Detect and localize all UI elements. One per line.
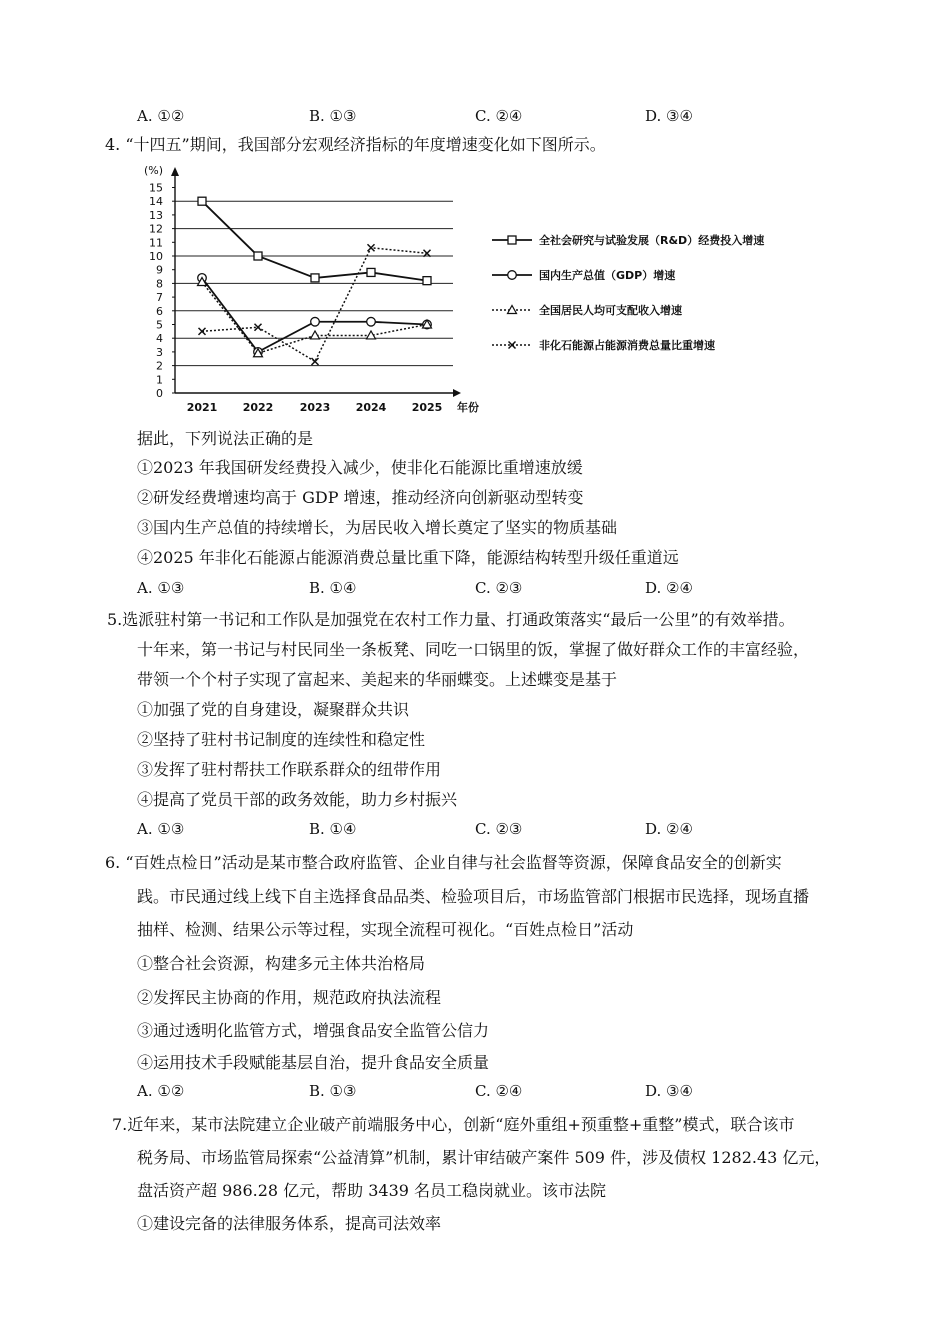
q6-item-2: ②发挥民主协商的作用，规范政府执法流程 bbox=[137, 988, 442, 1007]
q5-item-3: ③发挥了驻村帮扶工作联系群众的纽带作用 bbox=[137, 760, 442, 779]
y-tick-label: 3 bbox=[156, 345, 163, 359]
q7-stem-line-1: 7.近年来，某市法院建立企业破产前端服务中心，创新“庭外重组+预重整+重整”模式，联合该市 bbox=[112, 1115, 795, 1134]
q4-chart bbox=[140, 158, 840, 420]
chart-legend bbox=[492, 233, 764, 352]
q5-option-b[interactable]: B. ①④ bbox=[309, 820, 357, 838]
y-tick-label: 10 bbox=[149, 250, 163, 263]
data-point bbox=[367, 268, 375, 276]
q5-stem-line-1: 5.选派驻村第一书记和工作队是加强党在农村工作力量、打通政策落实“最后一公里”的有效举措。 bbox=[107, 610, 795, 629]
q5-item-2: ②坚持了驻村书记制度的连续性和稳定性 bbox=[137, 730, 426, 749]
series-polyline bbox=[202, 201, 427, 280]
q6-item-4: ④运用技术手段赋能基层自治，提升食品安全质量 bbox=[137, 1053, 490, 1072]
x-tick-label: 2023 bbox=[299, 401, 331, 414]
chart-gridlines bbox=[175, 201, 453, 365]
data-point bbox=[254, 252, 262, 260]
data-point bbox=[368, 244, 375, 251]
q4-option-d[interactable]: D. ②④ bbox=[645, 579, 693, 597]
legend-label: 全国居民人均可支配收入增速 bbox=[539, 304, 682, 317]
q6-option-a[interactable]: A. ①② bbox=[137, 1082, 185, 1100]
x-tick-label: 2024 bbox=[355, 401, 387, 414]
x-tick-label: 2021 bbox=[186, 401, 218, 414]
legend-label: 国内生产总值（GDP）增速 bbox=[539, 269, 676, 282]
y-tick-label: 15 bbox=[149, 181, 163, 195]
series-polyline bbox=[202, 278, 427, 352]
data-point bbox=[508, 271, 517, 280]
q7-item-1: ①建设完备的法律服务体系，提高司法效率 bbox=[137, 1214, 442, 1233]
y-tick-label: 4 bbox=[156, 332, 163, 346]
q6-stem-line-3: 抽样、检测、结果公示等过程，实现全流程可视化。“百姓点检日”活动 bbox=[137, 920, 634, 939]
data-point bbox=[198, 197, 206, 205]
y-tick-label: 5 bbox=[156, 318, 163, 332]
q4-option-c[interactable]: C. ②③ bbox=[475, 579, 523, 597]
q6-option-b[interactable]: B. ①③ bbox=[309, 1082, 357, 1100]
y-tick-label: 13 bbox=[149, 208, 163, 222]
legend-item-2 bbox=[492, 268, 675, 282]
data-point bbox=[199, 328, 206, 335]
y-tick-label: 8 bbox=[156, 277, 163, 291]
y-tick-label: 14 bbox=[149, 195, 163, 209]
q5-item-4: ④提高了党员干部的政务效能，助力乡村振兴 bbox=[137, 790, 458, 809]
q6-item-3: ③通过透明化监管方式，增强食品安全监管公信力 bbox=[137, 1021, 490, 1040]
data-point bbox=[311, 317, 320, 326]
q6-stem-line-2: 践。市民通过线上线下自主选择食品品类、检验项目后，市场监管部门根据市民选择，现场直播 bbox=[137, 887, 810, 906]
y-tick-label: 9 bbox=[156, 263, 163, 277]
q6-stem-line-1: 6. “百姓点检日”活动是某市整合政府监管、企业自律与社会监督等资源，保障食品安全的创新实 bbox=[105, 853, 782, 872]
q4-option-a[interactable]: A. ①③ bbox=[137, 579, 185, 597]
data-point bbox=[312, 358, 319, 365]
data-point bbox=[367, 317, 376, 326]
legend-label: 非化石能源占能源消费总量比重增速 bbox=[539, 339, 715, 352]
x-axis-arrow bbox=[453, 389, 461, 397]
y-tick-label: 6 bbox=[156, 304, 163, 318]
q5-item-1: ①加强了党的自身建设，凝聚群众共识 bbox=[137, 700, 410, 719]
x-tick-label: 2025 bbox=[411, 401, 443, 414]
q5-option-d[interactable]: D. ②④ bbox=[645, 820, 693, 838]
q3-option-a[interactable]: A. ①② bbox=[137, 107, 185, 125]
data-point bbox=[423, 277, 431, 285]
series-line-4 bbox=[199, 244, 431, 365]
y-tick-label: 1 bbox=[156, 373, 163, 387]
series-line-1 bbox=[198, 197, 431, 284]
legend-label: 全社会研究与试验发展（R&D）经费投入增速 bbox=[539, 234, 765, 247]
y-axis-arrow bbox=[171, 167, 179, 176]
q6-option-c[interactable]: C. ②④ bbox=[475, 1082, 523, 1100]
q4-item-1: ①2023 年我国研发经费投入减少，使非化石能源比重增速放缓 bbox=[137, 458, 583, 477]
q4-item-4: ④2025 年非化石能源占能源消费总量比重下降，能源结构转型升级任重道远 bbox=[137, 548, 679, 567]
q3-option-c[interactable]: C. ②④ bbox=[475, 107, 523, 125]
x-axis-label: 年份 bbox=[457, 401, 479, 414]
q4-option-b[interactable]: B. ①④ bbox=[309, 579, 357, 597]
q3-option-b[interactable]: B. ①③ bbox=[309, 107, 357, 125]
q3-option-d[interactable]: D. ③④ bbox=[645, 107, 693, 125]
q4-item-3: ③国内生产总值的持续增长，为居民收入增长奠定了坚实的物质基础 bbox=[137, 518, 618, 537]
q7-stem-line-3: 盘活资产超 986.28 亿元，帮助 3439 名员工稳岗就业。该市法院 bbox=[137, 1181, 607, 1200]
q6-option-d[interactable]: D. ③④ bbox=[645, 1082, 693, 1100]
q4-lead: 据此，下列说法正确的是 bbox=[137, 429, 314, 448]
q7-stem-line-2: 税务局、市场监管局探索“公益清算”机制，累计审结破产案件 509 件，涉及债权 1282.43 亿元， bbox=[137, 1148, 831, 1167]
q4-stem: 4. “十四五”期间，我国部分宏观经济指标的年度增速变化如下图所示。 bbox=[105, 135, 606, 154]
series-polyline bbox=[202, 248, 427, 362]
q5-option-a[interactable]: A. ①③ bbox=[137, 820, 185, 838]
y-tick-label: 11 bbox=[149, 236, 163, 250]
y-tick-label: 7 bbox=[156, 291, 163, 305]
q5-option-c[interactable]: C. ②③ bbox=[475, 820, 523, 838]
q6-item-1: ①整合社会资源，构建多元主体共治格局 bbox=[137, 954, 426, 973]
x-tick-label: 2022 bbox=[242, 401, 274, 414]
data-point bbox=[311, 274, 319, 282]
legend-item-3 bbox=[492, 303, 682, 317]
q5-stem-line-2: 十年来，第一书记与村民同坐一条板凳、同吃一口锅里的饭，掌握了做好群众工作的丰富经验， bbox=[137, 640, 810, 659]
q5-stem-line-3: 带领一个个村子实现了富起来、美起来的华丽蝶变。上述蝶变是基于 bbox=[137, 670, 618, 689]
y-tick-label: 12 bbox=[149, 222, 163, 236]
chart-series bbox=[198, 197, 432, 365]
data-point bbox=[508, 236, 516, 244]
legend-item-4 bbox=[492, 338, 715, 352]
y-tick-label: 2 bbox=[156, 359, 163, 373]
y-axis-unit: (%) bbox=[144, 164, 164, 177]
q4-item-2: ②研发经费增速均高于 GDP 增速，推动经济向创新驱动型转变 bbox=[137, 488, 584, 507]
y-tick-label: 0 bbox=[156, 387, 163, 400]
series-line-2 bbox=[198, 274, 432, 357]
legend-item-1 bbox=[492, 233, 764, 247]
